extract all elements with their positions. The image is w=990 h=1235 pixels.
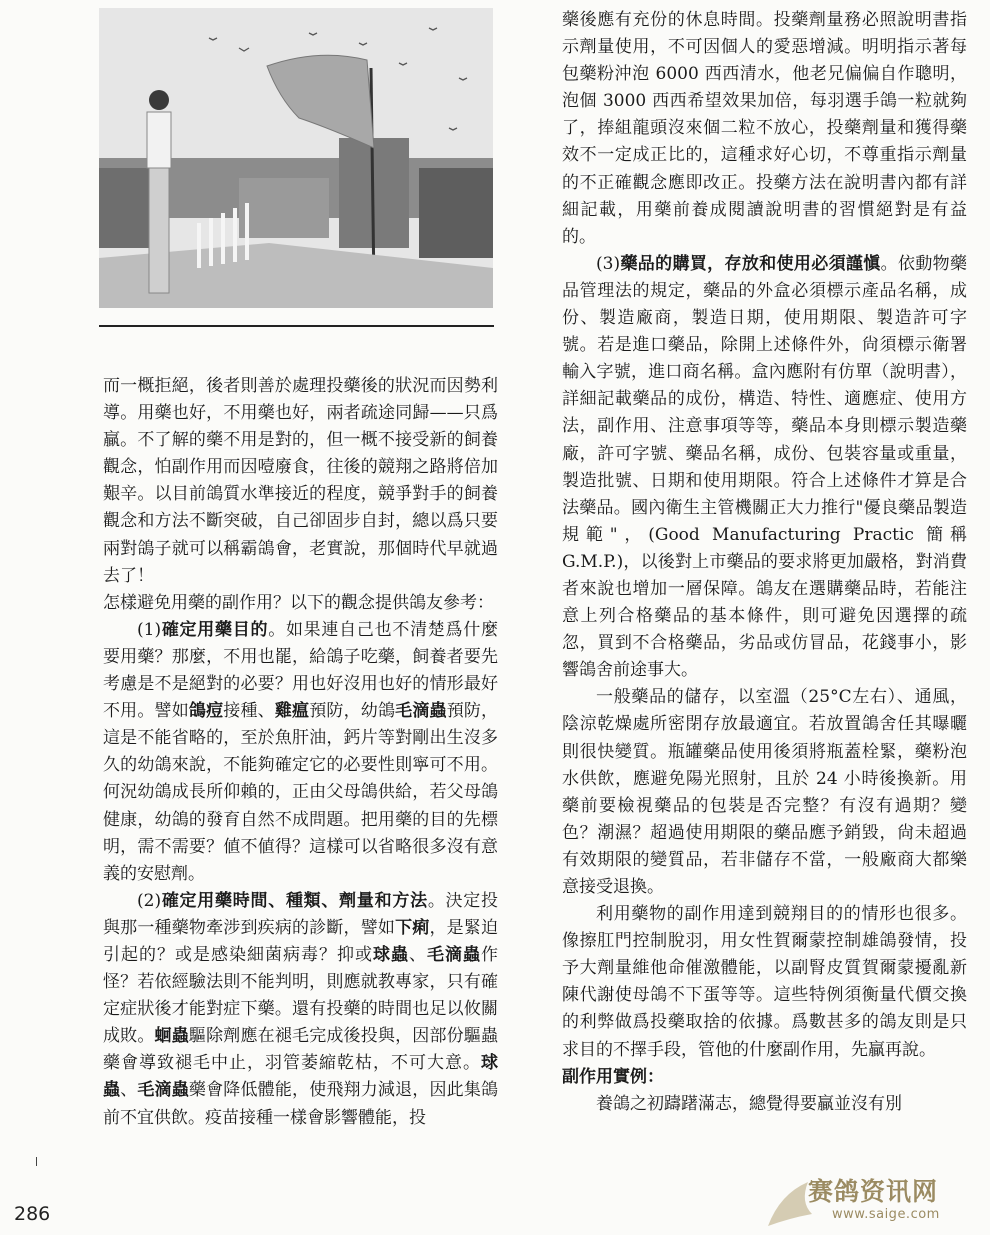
right-paragraph-2 bbox=[562, 251, 967, 685]
section-heading bbox=[562, 1064, 967, 1091]
text-run: 藥會降低體能，使飛翔力減退，因此集鴿前不宜供飲。疫苗接種一樣會影響體能，投 bbox=[103, 1080, 499, 1128]
left-paragraph-4 bbox=[103, 888, 498, 1132]
bold-term: 鴿痘 bbox=[188, 701, 224, 722]
left-column bbox=[103, 373, 498, 1132]
bold-term: 毛滴蟲 bbox=[137, 1080, 189, 1101]
text-run: 。依動物藥品管理法的規定，藥品的外盒必須標示產品名稱，成份、製造廠商，製造日期，使用期限、製造許可字號。若是進口藥品，除開上述條件外，尙須標示衛署輸入字號，進口商名稱。盒內應附有仿單（說明書），詳細記載藥品的成份，構造、特性、適應症、使用方法，副作用、注意事項等等，藥品本身則標示製造藥廠，許可字號、藥品名稱，成份、包裝容量或重量，製造批號、日期和使用期限。符合上述條件才算是合法藥品。國內衛生主管機關正大力推行"優良藥品製造規範"，(Good Manufacturing Practic 簡稱 G.M.P.)，以後對上市藥品的要求將更加嚴格，對消費者來說也增加一層保障。鴿友在選購藥品時，若能注意上列合格藥品的基本條件，則可避免因選擇的疏忽，買到不合格藥品，劣品或仿冒品，花錢事小，影響鴿舍前途事大。 bbox=[562, 253, 968, 681]
text-run: 、 bbox=[120, 1080, 138, 1101]
bold-term: 球蟲 bbox=[373, 944, 409, 965]
item-number: (2) bbox=[137, 890, 162, 911]
page-number: 286 bbox=[14, 1203, 51, 1225]
text-run: 、 bbox=[409, 944, 427, 965]
photo-man-flag-rooftop bbox=[99, 8, 493, 308]
item-heading: 確定用藥目的 bbox=[161, 619, 269, 640]
photo-rule bbox=[99, 325, 494, 327]
item-number: (1) bbox=[137, 619, 162, 640]
text-run: 作怪？若依經驗法則不能判明，則應就教專家，只有確定症狀後才能對症下藥。還有投藥的時間也足以攸關成敗。 bbox=[103, 944, 498, 1047]
right-paragraph-3: 一般藥品的儲存，以室溫（25°C左右）、通風，陰涼乾燥處所密閉存放最適宜。若放置鴿舍任其曝曬則很快變質。瓶罐藥品使用後須將瓶蓋栓緊，藥粉泡水供飲，應避免陽光照射，且於 24 小時後換新。用藥前要檢視藥品的包裝是否完整？有沒有過期？變色？潮濕？超過使用期限的藥品應予銷毀，尙未超過有效期限的變質品，若非儲存不當，一般廠商大都樂意接受退換。 bbox=[562, 687, 967, 897]
text-run: 驅除劑應在褪毛完成後投與，因部份驅蟲藥會導致褪毛中止，羽管萎縮乾枯，不可大意。 bbox=[103, 1026, 499, 1074]
text-run: 預防，幼鴿 bbox=[309, 701, 396, 722]
text-run: 預防，這是不能省略的，至於魚肝油，鈣片等對剛出生沒多久的幼鴿來說，不能夠確定它的必要性則寧可不用。何況幼鴿成長所仰賴的，正由父母鴿供給，若父母鴿健康，幼鴿的發育自然不成問題。把用藥的目的先標明，需不需要？値不値得？這樣可以省略很多沒有意義的安慰劑。 bbox=[103, 701, 499, 884]
left-paragraph-3 bbox=[103, 617, 498, 888]
bold-term: 蛔蟲 bbox=[154, 1026, 189, 1047]
section-heading-text: 副作用實例： bbox=[562, 1066, 664, 1087]
bold-term: 毛滴蟲 bbox=[427, 944, 481, 965]
photo-illustration bbox=[99, 8, 493, 308]
bold-term: 毛滴蟲 bbox=[395, 701, 447, 722]
right-paragraph-5: 養鴿之初躊躇滿志，總覺得要贏並沒有別 bbox=[596, 1093, 902, 1114]
item-heading: 藥品的購買，存放和使用必須謹愼 bbox=[620, 253, 881, 274]
text-run: 。如果連自己也不清楚爲什麼要用藥？那麼，不用也罷，給鴿子吃藥，飼養者要先考慮是不是絕對的必要？用也好沒用也好的情形最好不用。譬如 bbox=[103, 619, 499, 722]
watermark-text: 赛鸽资讯网 bbox=[808, 1177, 939, 1206]
bold-term: 雞瘟 bbox=[274, 701, 310, 722]
text-run: 接種、 bbox=[223, 701, 275, 722]
text-run: ，是緊迫引起的？或是感染細菌病毒？抑或 bbox=[103, 917, 499, 965]
item-heading: 確定用藥時間、種類、劑量和方法 bbox=[161, 890, 428, 911]
text-run: 。決定投與那一種藥物牽涉到疾病的診斷，譬如 bbox=[103, 890, 499, 938]
right-column bbox=[562, 7, 967, 1118]
item-number: (3) bbox=[596, 253, 621, 274]
left-paragraph-1: 而一概拒絕，後者則善於處理投藥後的狀況而因勢利導。用藥也好，不用藥也好，兩者疏途同歸——只爲贏。不了解的藥不用是對的，但一概不接受新的飼養觀念，怕副作用而因噎廢食，往後的競翔之路將倍加艱辛。以目前鴿質水準接近的程度，競爭對手的飼養觀念和方法不斷突破，自己卻固步自封，總以爲只要兩對鴿子就可以稱霸鴿會，老實說，那個時代早就過去了！ bbox=[103, 376, 498, 586]
right-paragraph-4: 利用藥物的副作用達到競翔目的的情形也很多。像擦肛門控制脫羽，用女性賀爾蒙控制雄鴿發情，投予大劑量維他命催激體能，以副腎皮質賀爾蒙擾亂新陳代謝使母鴿不下蛋等等。這些特例須衡量代價交換的利弊做爲投藥取捨的依據。爲數甚多的鴿友則是只求目的不擇手段，管他的什麼副作用，先贏再說。 bbox=[562, 904, 967, 1060]
watermark-url: www.saige.com bbox=[832, 1207, 940, 1222]
left-paragraph-2: 怎樣避免用藥的副作用？以下的觀念提供鴿友參考： bbox=[103, 592, 494, 613]
margin-tick bbox=[36, 1157, 37, 1166]
right-paragraph-1: 藥後應有充份的休息時間。投藥劑量務必照說明書指示劑量使用，不可因個人的愛惡增減。明明指示著每包藥粉沖泡 6000 西西清水，他老兄偏偏自作聰明，泡個 3000 西西希望效果加倍，每羽選手鴿一粒就夠了，捧組龍頭沒來個二粒不放心，投藥劑量和獲得藥效不一定成正比的，這種求好心切，不尊重指示劑量的不正確觀念應即改正。投藥方法在說明書內都有詳細記載，用藥前養成閱讀說明書的習慣絕對是有益的。 bbox=[562, 10, 967, 247]
bold-term: 下痢 bbox=[395, 917, 430, 938]
bold-term: 球蟲 bbox=[103, 1053, 498, 1101]
